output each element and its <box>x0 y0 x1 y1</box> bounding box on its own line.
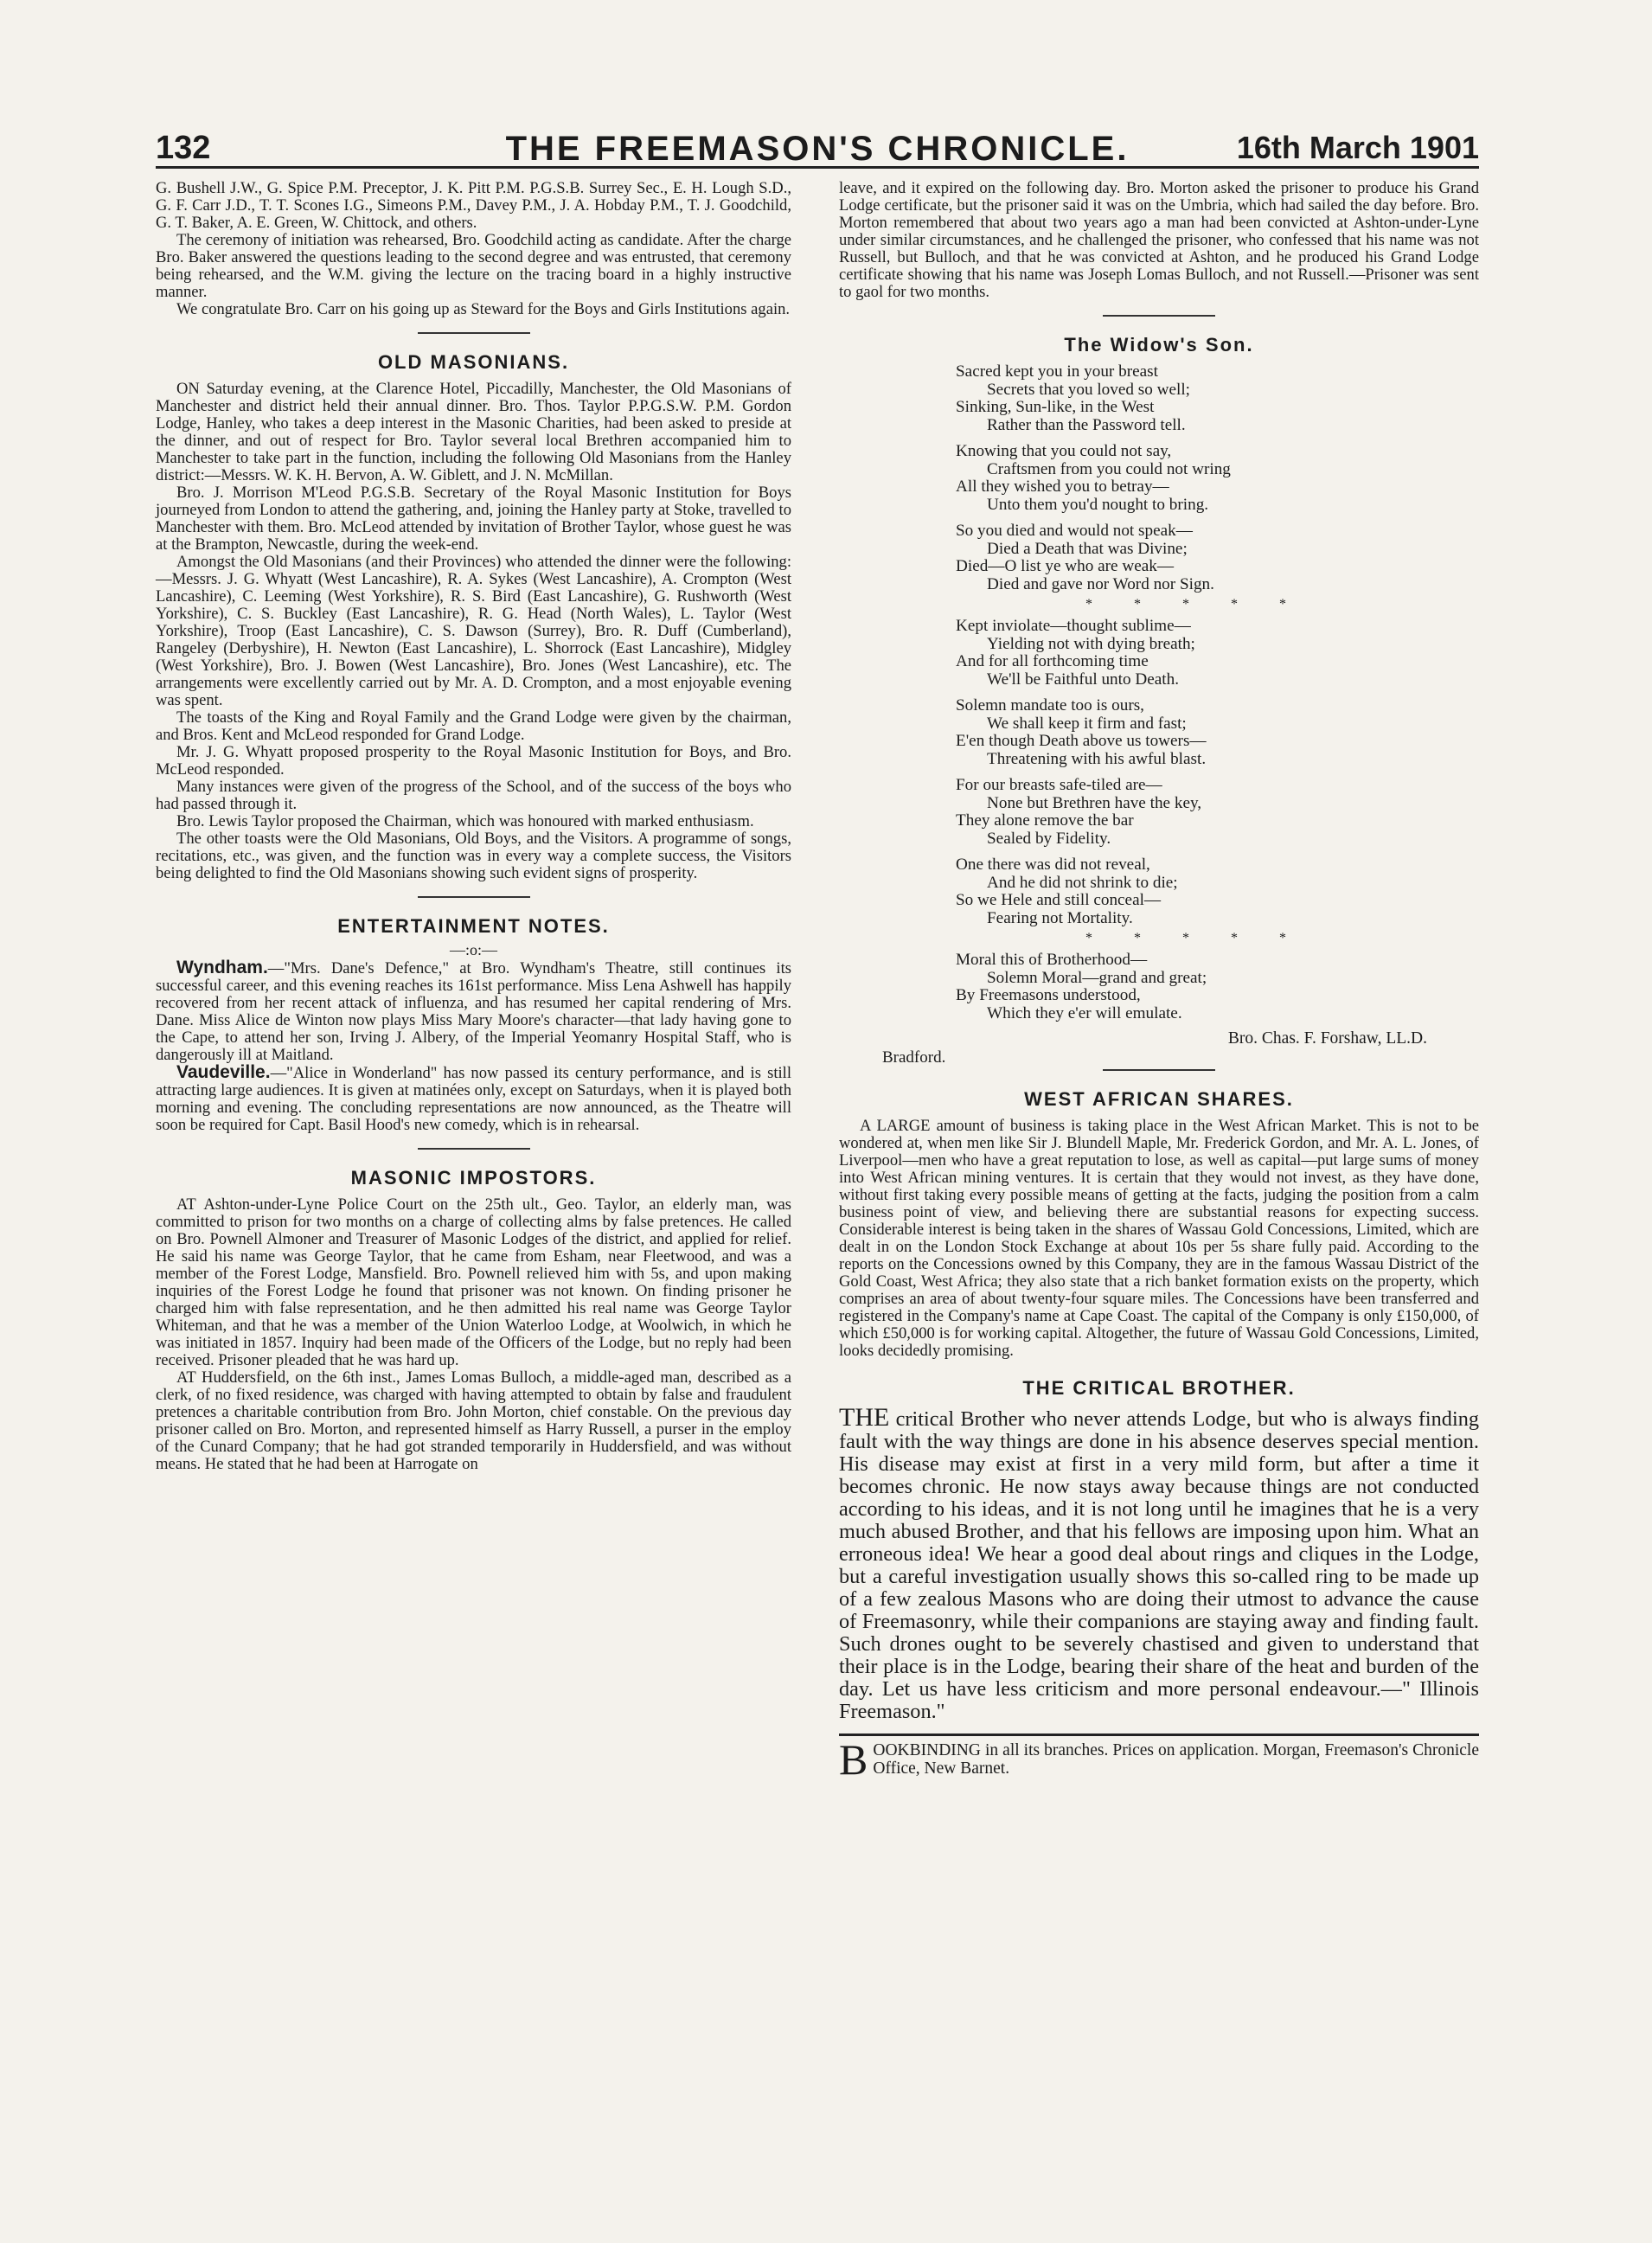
poem-line: Died a Death that was Divine; <box>987 539 1188 558</box>
article-paragraph: Amongst the Old Masonians (and their Provinces) who attended the dinner were the following:—Messrs. J. G. Whyatt (West Lancashire), R. A. Sykes (West Lancashire), A. Crompton (West Lancashire), C. Leeming (West Yorkshire), R. S. Bird (East Lancashire), G. Rushworth (West Yorkshire), C. S. Buckley (East Lancashire), R. G. Head (North Wales), L. Taylor (West Yorkshire), Troop (East Lancashire), C. S. Dawson (Surrey), Bro. R. Duff (Cumberland), Rangeley (Derbyshire), H. Newton (East Lancashire), L. Shorrock (East Lancashire), Midgley (West Yorkshire), Bro. J. Bowen (West Lancashire), Bro. Jones (West Lancashire), etc. The arrangements were excellently carried out by Mr. A. D. Crompton, and a most enjoyable evening was spent. <box>156 553 791 709</box>
drop-cap: B <box>839 1735 868 1784</box>
poem-stanza <box>956 443 1479 514</box>
intro-paragraph: G. Bushell J.W., G. Spice P.M. Preceptor, J. K. Pitt P.M. P.G.S.B. Surrey Sec., E. H. Lough S.D., G. F. Carr J.D., T. T. Scones I.G., Simeons P.M., Davey P.M., J. A. Hobday P.M., T. J. Goodchild, G. T. Baker, A. E. Green, W. Chittock, and others. <box>156 179 791 232</box>
right-column <box>839 179 1479 1784</box>
poem <box>956 363 1479 1022</box>
page-number: 132 <box>156 130 211 166</box>
poem-line: Sacred kept you in your breast <box>956 362 1158 381</box>
poem-line: Kept inviolate—thought sublime— <box>956 617 1191 635</box>
critical-brother-article <box>839 1403 1479 1723</box>
stanza-separator: * * * * * <box>1085 931 1305 945</box>
poem-title: The Widow's Son. <box>1064 334 1254 356</box>
poem-line: All they wished you to betray— <box>956 477 1169 496</box>
poem-line: For our breasts safe-tiled are— <box>956 776 1162 794</box>
poem-line: None but Brethren have the key, <box>987 793 1202 812</box>
article-paragraph: Mr. J. G. Whyatt proposed prosperity to the Royal Masonic Institution for Boys, and Bro. McLeod responded. <box>156 743 791 779</box>
article-paragraph <box>156 1064 791 1134</box>
bookbinding-advertisement <box>839 1734 1479 1784</box>
poem-line: Fearing not Mortality. <box>987 908 1133 927</box>
article-paragraph: Bro. Lewis Taylor proposed the Chairman, which was honoured with marked enthusiasm. <box>176 812 754 830</box>
left-column <box>156 180 791 1473</box>
poem-line: Craftsmen from you could not wring <box>987 459 1231 478</box>
article-paragraph <box>156 959 791 1064</box>
poem-line: Sinking, Sun-like, in the West <box>956 398 1155 416</box>
poem-line: Knowing that you could not say, <box>956 442 1172 460</box>
poem-author: Bro. Chas. F. Forshaw, LL.D. <box>1227 1029 1427 1048</box>
section-heading: OLD MASONIANS. <box>377 351 570 373</box>
section-heading: MASONIC IMPOSTORS. <box>350 1167 597 1189</box>
stanza-separator: * * * * * <box>1085 597 1305 612</box>
poem-line: So you died and would not speak— <box>956 522 1193 540</box>
theatre-note: —"Mrs. Dane's Defence," at Bro. Wyndham's Theatre, still continues its successful career, and this evening reaches its 161st performance. Miss Lena Ashwell has happily recovered from her recent attack of influenza, and has resumed her capital rendering of Mrs. Dane. Miss Alice de Winton now plays Miss Mary Moore's character—that lady having gone to the Cape, to attend her son, Irving J. Albery, of the Imperial Yeomanry Hospital Staff, who is dangerously ill at Maitland. <box>156 959 791 1064</box>
poem-line: We'll be Faithful unto Death. <box>987 670 1179 689</box>
poem-location: Bradford. <box>882 1048 946 1067</box>
intro-paragraph: We congratulate Bro. Carr on his going up as Steward for the Boys and Girls Institutions again. <box>176 300 791 318</box>
theatre-name: Vaudeville. <box>176 1062 271 1082</box>
poem-line: Solemn mandate too is ours, <box>956 696 1144 715</box>
poem-line: They alone remove the bar <box>956 811 1134 830</box>
poem-line: Yielding not with dying breath; <box>987 634 1195 653</box>
section-divider <box>1103 1069 1215 1071</box>
theatre-note: —"Alice in Wonderland" has now passed its century performance, and is still attracting large audiences. It is given at matinées only, except on Saturdays, when it is played both morning and evening. The concluding representations are now announced, as the Theatre will soon be required for Capt. Basil Hood's new comedy, which is in rehearsal. <box>156 1064 791 1134</box>
poem-line: Solemn Moral—grand and great; <box>987 968 1207 987</box>
section-divider <box>418 1148 530 1150</box>
section-divider <box>418 332 530 334</box>
poem-line: Died—O list ye who are weak— <box>956 557 1175 575</box>
section-heading: WEST AFRICAN SHARES. <box>1024 1088 1294 1110</box>
section-divider <box>418 896 530 898</box>
article-paragraph: AT Ashton-under-Lyne Police Court on the 25th ult., Geo. Taylor, an elderly man, was committed to prison for two months on a charge of collecting alms by false pretences. He called on Bro. Pownell Almoner and Treasurer of Masonic Lodges of the district, and applied for relief. He said his name was George Taylor, that he came from Esham, near Fleetwood, and was a member of the Forest Lodge, Mansfield. Bro. Pownell relieved him with 5s, and upon making inquiries of the Forest Lodge he found that prisoner was not known. On finding prisoner he charged him with false representation, and he then admitted his real name was George Taylor Whiteman, and that he was a member of the Union Waterloo Lodge, at Woolwich, in which he was initiated in 1857. Inquiry had been made of the Officers of the Lodge, but no reply had been received. Prisoner pleaded that he was hard up. <box>156 1195 791 1369</box>
article-paragraph: A LARGE amount of business is taking place in the West African Market. This is not to be wondered at, when men like Sir J. Blundell Maple, Mr. Frederick Gordon, and Mr. A. L. Jones, of Liverpool—men who have a great reputation to lose, as well as capital—put large sums of money into West African mining ventures. It is certain that they would not invest, as they have done, without first taking every possible means of getting at the facts, judging the position from a calm business point of view, and believing there are substantial reasons for expecting success. Considerable interest is being taken in the shares of Wassau Gold Concessions, Limited, which are dealt in on the London Stock Exchange at about 10s per 5s share fully paid. According to the reports on the Concessions owned by this Company, they are in the famous Wassau District of the Gold Coast, West Africa; they also state that a rich banket formation exists on the property, which comprises an area of about twenty-four square miles. The Concessions have been transferred and registered in the Company's name at Cape Coast. The capital of the Company is only £150,000, of which £50,000 is for working capital. Altogether, the future of Wassau Gold Concessions, Limited, looks decidedly promising. <box>839 1117 1479 1360</box>
poem-line: We shall keep it firm and fast; <box>987 714 1187 733</box>
poem-line: Unto them you'd nought to bring. <box>987 495 1209 514</box>
theatre-name: Wyndham. <box>176 958 268 977</box>
poem-line: Which they e'er will emulate. <box>987 1003 1182 1022</box>
poem-stanza <box>956 697 1479 768</box>
article-paragraph: The other toasts were the Old Masonians, Old Boys, and the Visitors. A programme of songs, recitations, etc., was given, and the function was in every way a complete success, the Visitors being delighted to find the Old Masonians showing such evident signs of prosperity. <box>156 830 791 882</box>
article-paragraph <box>839 1403 1479 1723</box>
poem-line: Died and gave nor Word nor Sign. <box>987 574 1214 593</box>
poem-line: And for all forthcoming time <box>956 652 1149 670</box>
poem-line: Sealed by Fidelity. <box>987 829 1111 848</box>
poem-stanza <box>956 363 1479 434</box>
opening-word: THE <box>839 1403 890 1432</box>
poem-line: Rather than the Password tell. <box>987 415 1186 434</box>
poem-line: Threatening with his awful blast. <box>987 749 1207 768</box>
article-paragraph: The toasts of the King and Royal Family and the Grand Lodge were given by the chairman, and Bros. Kent and McLeod responded for Grand Lodge. <box>156 708 791 744</box>
poem-line: One there was did not reveal, <box>956 856 1150 874</box>
page-header <box>156 130 1479 169</box>
poem-stanza <box>956 952 1479 1022</box>
poem-line: Moral this of Brotherhood— <box>956 951 1148 969</box>
poem-line: By Freemasons understood, <box>956 986 1141 1004</box>
masthead-title: THE FREEMASON'S CHRONICLE. <box>505 130 1130 168</box>
section-heading: THE CRITICAL BROTHER. <box>1022 1377 1296 1399</box>
poem-line: And he did not shrink to die; <box>987 873 1178 892</box>
section-divider <box>1103 315 1215 317</box>
poem-line: So we Hele and still conceal— <box>956 891 1162 909</box>
section-heading: ENTERTAINMENT NOTES. <box>337 915 610 937</box>
section-ornament: —:o:— <box>449 941 497 958</box>
poem-stanza <box>956 777 1479 848</box>
poem-stanza <box>956 856 1479 927</box>
article-text: critical Brother who never attends Lodge, but who is always finding fault with the way things are done in his absence deserves special mention. His disease may exist at first in a very mild form, but after a time it becomes chronic. He now stays away because things are not conducted according to his ideas, and it is not long until he imagines that he is a very much abused Brother, and that his fellows are imposing upon him. What an erroneous idea! We hear a good deal about rings and cliques in the Lodge, but a careful investigation usually shows this so-called ring to be made up of a few zealous Masons who are doing their utmost to advance the cause of Freemasonry, while their companions are staying away and finding fault. Such drones ought to be severely chastised and given to understand that their place is in the Lodge, bearing their share of the heat and burden of the day. Let us have less criticism and more personal endeavour.—" Illinois Freemason." <box>839 1407 1479 1723</box>
advert-text: OOKBINDING in all its branches. Prices on application. Morgan, Freemason's Chronicle Office, New Barnet. <box>873 1741 1479 1778</box>
article-paragraph: Many instances were given of the progress of the School, and of the success of the boys who had passed through it. <box>156 778 791 813</box>
article-paragraph: ON Saturday evening, at the Clarence Hotel, Piccadilly, Manchester, the Old Masonians of Manchester and district held their annual dinner. Bro. Thos. Taylor P.P.G.S.W. P.M. Gordon Lodge, Hanley, who takes a deep interest in the Masonic Charities, had been asked to preside at the dinner, and out of respect for Bro. Taylor several local Brethren accompanied him to Manchester to take part in the function, including the following Old Masonians from the Hanley district:—Messrs. W. K. H. Bervon, A. W. Giblett, and J. N. McMillan. <box>156 380 791 484</box>
issue-date: 16th March 1901 <box>1236 130 1479 165</box>
poem-line: E'en though Death above us towers— <box>956 732 1207 750</box>
poem-stanza <box>956 522 1479 593</box>
article-paragraph: Bro. J. Morrison M'Leod P.G.S.B. Secretary of the Royal Masonic Institution for Boys journeyed from London to attend the gathering, and, joining the Hanley party at Stoke, travelled to Manchester with them. Bro. McLeod attended by invitation of Brother Taylor, whose guest he was at the Brampton, Newcastle, during the week-end. <box>156 484 791 554</box>
article-paragraph: leave, and it expired on the following day. Bro. Morton asked the prisoner to produce his Grand Lodge certificate, but the prisoner said it was on the Umbria, which had sailed the day before. Bro. Morton remembered that about two years ago a man had been convicted at Ashton-under-Lyne under similar circumstances, and he challenged the prisoner, who confessed that his name was not Russell, but Bulloch, and that he was convicted at Ashton, and he produced his Grand Lodge certificate showing that his name was Joseph Lomas Bulloch, and not Russell.—Prisoner was sent to gaol for two months. <box>839 179 1479 301</box>
article-paragraph: AT Huddersfield, on the 6th inst., James Lomas Bulloch, a middle-aged man, described as a clerk, of no fixed residence, was charged with having attempted to obtain by false and fraudulent pretences a charitable contribution from Bro. John Morton, chief constable. On the previous day prisoner called on Bro. Morton, and represented himself as Harry Russell, a purser in the employ of the Cunard Company; that he had got stranded temporarily in Huddersfield, and was without means. He stated that he had been at Harrogate on <box>156 1368 791 1473</box>
poem-line: Secrets that you loved so well; <box>987 380 1191 399</box>
intro-paragraph: The ceremony of initiation was rehearsed, Bro. Goodchild acting as candidate. After the charge Bro. Baker answered the questions leading to the second degree and was entrusted, that ceremony being rehearsed, and the W.M. giving the lecture on the tracing board in a highly instructive manner. <box>156 231 791 301</box>
poem-stanza <box>956 618 1479 689</box>
